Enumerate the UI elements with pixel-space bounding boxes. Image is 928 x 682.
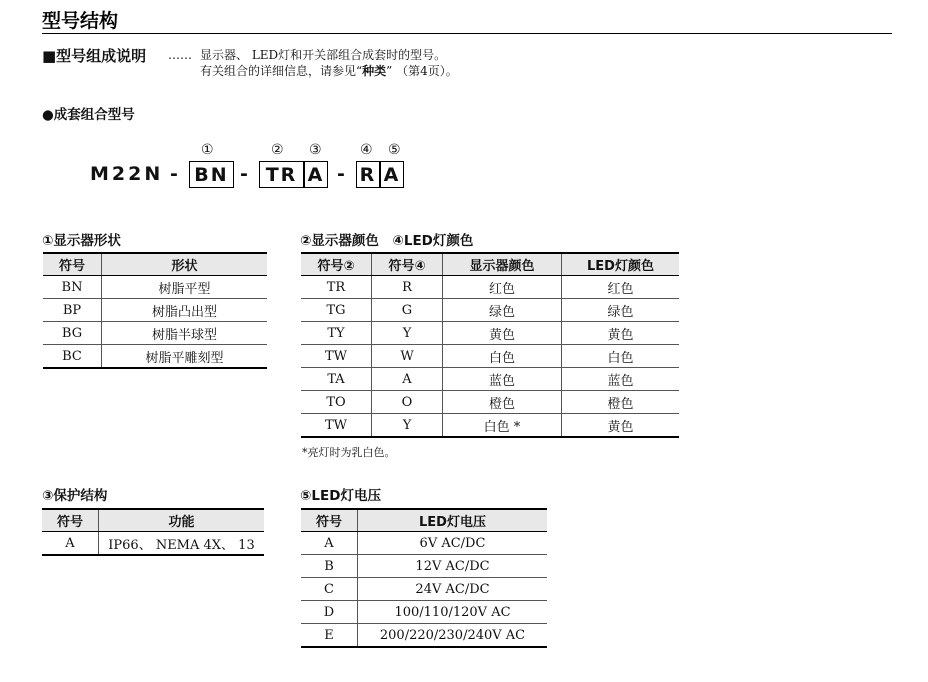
table-header-row: [301, 509, 547, 532]
table-row: [43, 345, 267, 369]
intro-dots: ……: [168, 48, 192, 62]
circled-number-1: ①: [201, 142, 214, 158]
protection-table-title: ③保护结构: [42, 488, 108, 504]
table-cell: A: [301, 532, 358, 555]
table-cell: 绿色: [443, 299, 562, 322]
table-cell: B: [301, 555, 358, 578]
table-cell: BP: [43, 299, 102, 322]
model-segment-shape: BN: [189, 161, 234, 188]
table-row: [43, 276, 267, 299]
table-cell: 树脂平型: [102, 276, 268, 299]
table-cell: 24V AC/DC: [358, 578, 548, 601]
model-dash-1: -: [170, 163, 181, 185]
table-cell: 6V AC/DC: [358, 532, 548, 555]
table-row: [43, 299, 267, 322]
table-cell: 白色 *: [443, 414, 562, 438]
set-model-heading: ●成套组合型号: [42, 107, 135, 123]
table-cell: 红色: [443, 276, 562, 299]
table-cell: O: [372, 391, 443, 414]
model-segment-led-voltage: A: [380, 161, 404, 188]
intro-link-types: 种类: [362, 64, 387, 78]
table-row: [301, 601, 547, 624]
table-cell: Y: [372, 414, 443, 438]
circled-number-4: ④: [360, 142, 373, 158]
table-cell: 黄色: [562, 322, 680, 345]
table-cell: 黄色: [443, 322, 562, 345]
column-header: 功能: [99, 509, 265, 532]
table-row: [301, 624, 547, 648]
protection-table: [42, 508, 264, 556]
table-cell: 树脂半球型: [102, 322, 268, 345]
table-cell: TY: [301, 322, 372, 345]
intro-line-2: [200, 64, 458, 79]
table-row: [301, 532, 547, 555]
table-cell: E: [301, 624, 358, 648]
voltage-table-title: ⑤LED灯电压: [300, 488, 381, 504]
table-cell: 蓝色: [443, 368, 562, 391]
shape-table: [43, 252, 267, 369]
column-header: LED灯电压: [358, 509, 548, 532]
column-header: 符号: [42, 509, 99, 532]
table-row: [43, 322, 267, 345]
table-cell: R: [372, 276, 443, 299]
table-cell: 蓝色: [562, 368, 680, 391]
column-header: 显示器颜色: [443, 253, 562, 276]
circled-number-2: ②: [271, 142, 284, 158]
table-cell: A: [372, 368, 443, 391]
color-table-title: ②显示器颜色 ④LED灯颜色: [300, 233, 474, 249]
model-segment-display-color: TR: [259, 161, 304, 188]
table-cell: 白色: [562, 345, 680, 368]
table-cell: 橙色: [443, 391, 562, 414]
table-cell: 100/110/120V AC: [358, 601, 548, 624]
table-header-row: [301, 253, 679, 276]
column-header: 符号④: [372, 253, 443, 276]
color-table: [301, 252, 679, 438]
table-cell: IP66、 NEMA 4X、 13: [99, 532, 265, 556]
table-row: [301, 299, 679, 322]
table-cell: BC: [43, 345, 102, 369]
table-header-row: [43, 253, 267, 276]
title-divider: [42, 33, 892, 34]
table-row: [301, 391, 679, 414]
table-row: [301, 414, 679, 438]
color-table-note: *亮灯时为乳白色。: [302, 446, 396, 459]
table-cell: TR: [301, 276, 372, 299]
column-header: 符号: [301, 509, 358, 532]
column-header: 符号: [43, 253, 102, 276]
table-row: [301, 368, 679, 391]
model-dash-3: -: [337, 163, 348, 185]
table-cell: 黄色: [562, 414, 680, 438]
model-dash-2: -: [240, 163, 251, 185]
table-row: [301, 322, 679, 345]
table-cell: 橙色: [562, 391, 680, 414]
table-cell: Y: [372, 322, 443, 345]
page-title: 型号结构: [42, 10, 119, 32]
model-segment-led-color: R: [356, 161, 380, 188]
circled-number-3: ③: [309, 142, 322, 158]
table-cell: 树脂平雕刻型: [102, 345, 268, 369]
column-header: 形状: [102, 253, 268, 276]
table-row: [301, 276, 679, 299]
table-cell: 绿色: [562, 299, 680, 322]
table-cell: BG: [43, 322, 102, 345]
table-cell: 12V AC/DC: [358, 555, 548, 578]
table-row: [301, 345, 679, 368]
table-cell: 白色: [443, 345, 562, 368]
voltage-table: [301, 508, 547, 648]
table-row: [42, 532, 264, 556]
table-header-row: [42, 509, 264, 532]
table-cell: 红色: [562, 276, 680, 299]
table-cell: W: [372, 345, 443, 368]
table-cell: TW: [301, 345, 372, 368]
table-cell: TO: [301, 391, 372, 414]
table-cell: TG: [301, 299, 372, 322]
section-heading: ■型号组成说明: [42, 47, 147, 65]
table-cell: A: [42, 532, 99, 556]
table-cell: TA: [301, 368, 372, 391]
intro-line-1: 显示器、 LED灯和开关部组合成套时的型号。: [200, 48, 447, 62]
table-cell: 200/220/230/240V AC: [358, 624, 548, 648]
table-row: [301, 555, 547, 578]
table-cell: 树脂凸出型: [102, 299, 268, 322]
table-cell: BN: [43, 276, 102, 299]
column-header: 符号②: [301, 253, 372, 276]
model-segment-protection: A: [304, 161, 328, 188]
model-prefix: M22N: [90, 163, 164, 185]
circled-number-5: ⑤: [388, 142, 401, 158]
table-row: [301, 578, 547, 601]
intro-line-2-a: 有关组合的详细信息，请参见“: [200, 64, 363, 78]
shape-table-title: ①显示器形状: [42, 233, 121, 249]
column-header: LED灯颜色: [562, 253, 680, 276]
table-cell: C: [301, 578, 358, 601]
table-cell: G: [372, 299, 443, 322]
table-cell: D: [301, 601, 358, 624]
table-cell: TW: [301, 414, 372, 438]
intro-line-2-b: ” （第4页）。: [386, 64, 458, 78]
